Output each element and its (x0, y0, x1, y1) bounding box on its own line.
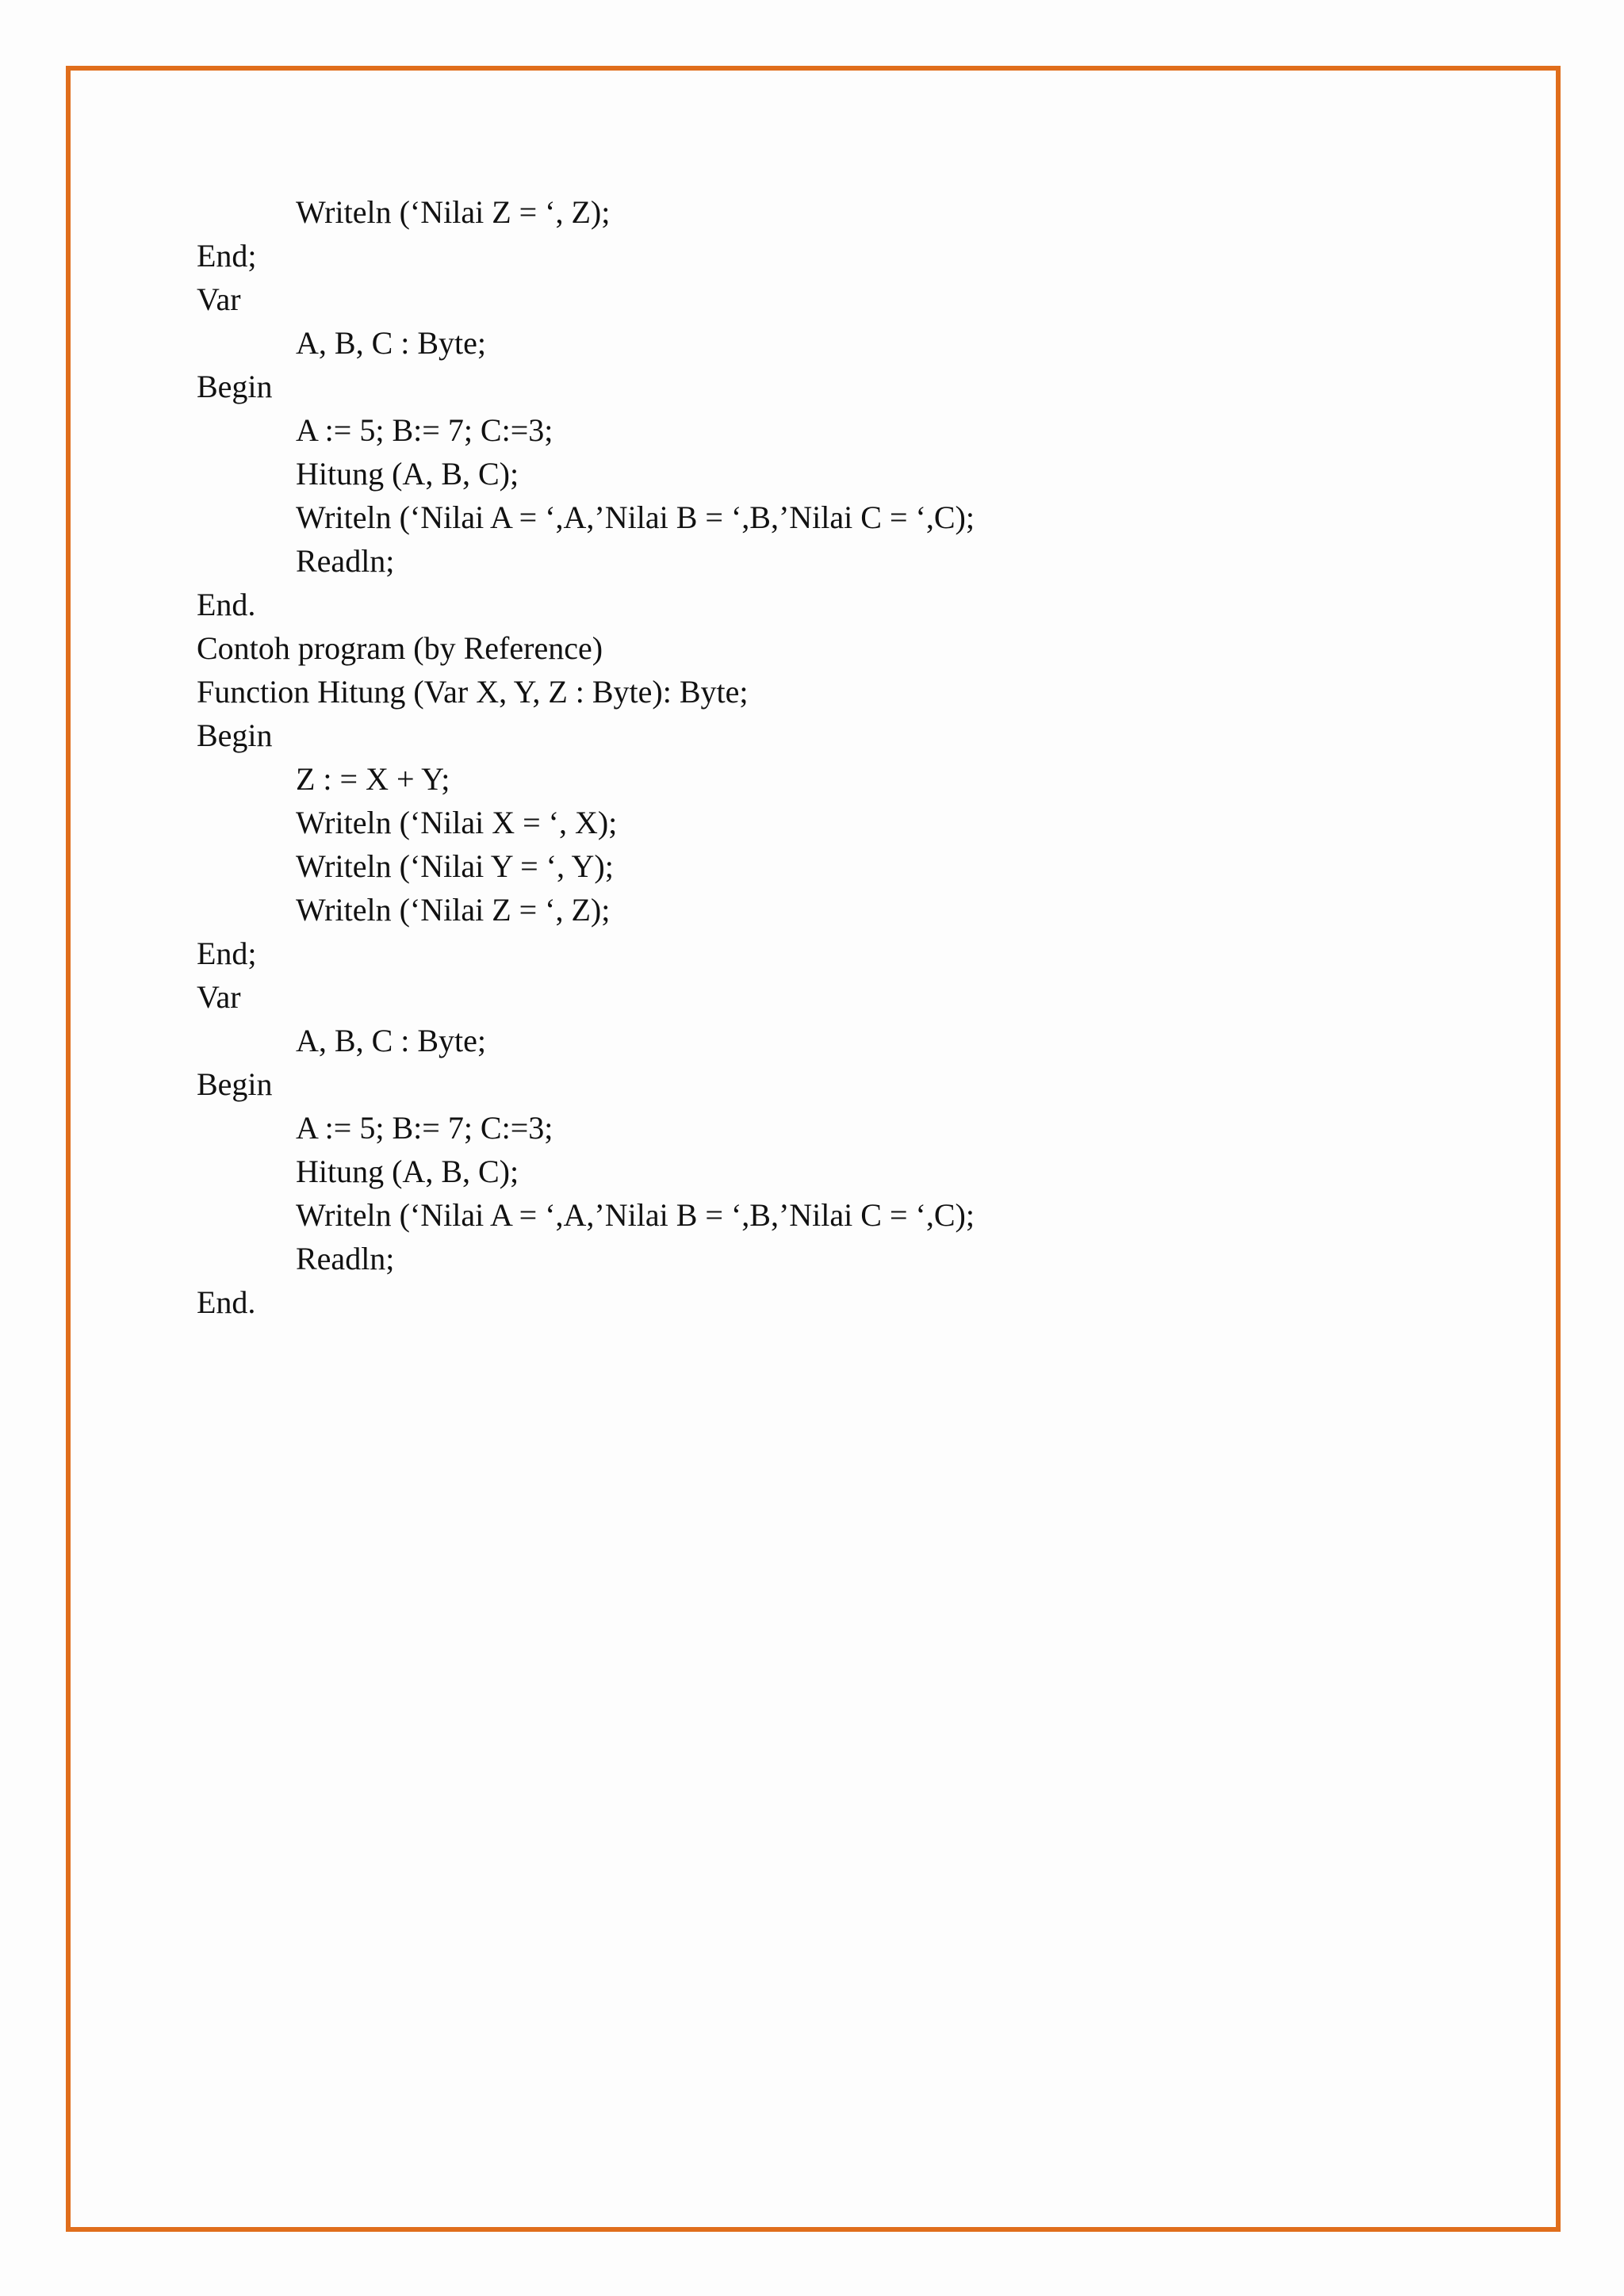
code-line: A, B, C : Byte; (296, 1023, 487, 1058)
code-line: Var (197, 281, 241, 317)
code-line: Writeln (‘Nilai X = ‘, X); (296, 805, 618, 840)
code-line: Hitung (A, B, C); (296, 1154, 519, 1189)
code-line: A, B, C : Byte; (296, 325, 487, 361)
code-line: End. (197, 1284, 256, 1320)
code-line: Writeln (‘Nilai A = ‘,A,’Nilai B = ‘,B,’Nilai C = ‘,C); (296, 1197, 975, 1233)
code-line: Writeln (‘Nilai Y = ‘, Y); (296, 848, 614, 884)
code-line: End; (197, 936, 257, 971)
code-line: Readln; (296, 543, 395, 579)
code-line: Begin (197, 718, 273, 753)
code-line: Begin (197, 1066, 273, 1102)
code-line: Z : = X + Y; (296, 761, 450, 797)
code-line: End. (197, 587, 256, 622)
code-line: Writeln (‘Nilai A = ‘,A,’Nilai B = ‘,B,’Nilai C = ‘,C); (296, 499, 975, 535)
code-line: Function Hitung (Var X, Y, Z : Byte): Byte; (197, 674, 749, 710)
code-listing (197, 190, 975, 1324)
section-heading: Contoh program (by Reference) (197, 630, 603, 666)
code-line: Writeln (‘Nilai Z = ‘, Z); (296, 194, 611, 230)
code-line: Begin (197, 369, 273, 404)
code-line: Hitung (A, B, C); (296, 456, 519, 492)
code-line: Var (197, 979, 241, 1015)
code-line: End; (197, 238, 257, 274)
code-line: Readln; (296, 1241, 395, 1276)
code-line: Writeln (‘Nilai Z = ‘, Z); (296, 892, 611, 928)
code-line: A := 5; B:= 7; C:=3; (296, 412, 553, 448)
code-line: A := 5; B:= 7; C:=3; (296, 1110, 553, 1146)
